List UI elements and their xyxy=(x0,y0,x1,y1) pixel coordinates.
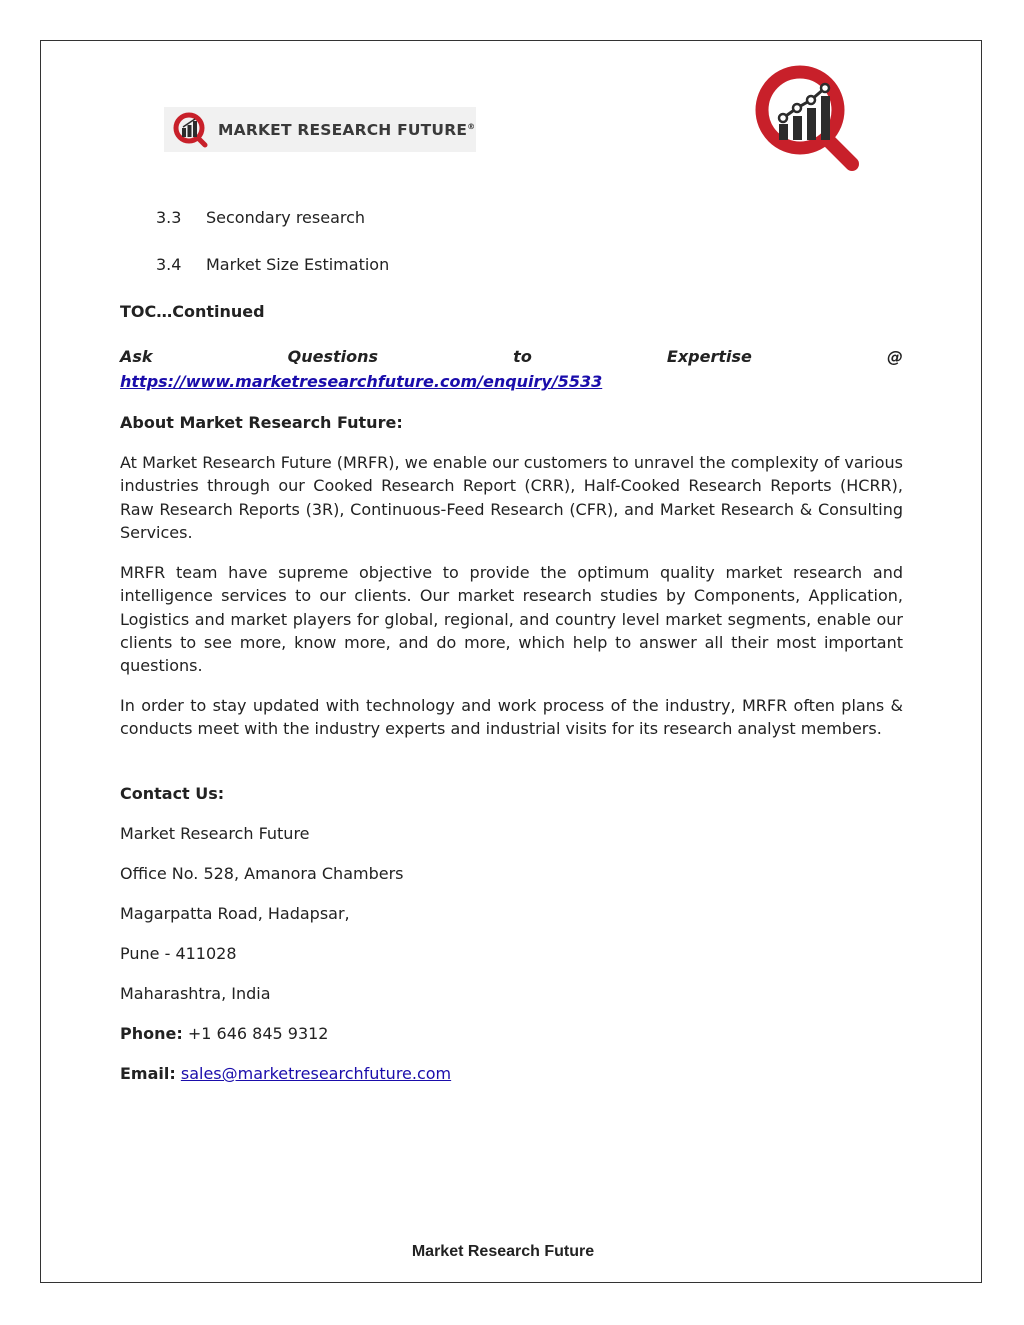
contact-line: Market Research Future xyxy=(120,824,310,843)
logo-text: MARKET RESEARCH FUTURE® xyxy=(218,120,476,139)
contact-email xyxy=(120,1062,903,1085)
ask-word: to xyxy=(513,347,532,366)
toc-item xyxy=(156,253,389,276)
about-paragraph: In order to stay updated with technology and work process of the industry, MRFR often plans & conducts meet with the industry experts and industrial visits for its research analyst members. xyxy=(120,696,903,739)
toc-continued: TOC…Continued xyxy=(120,302,265,321)
email-link[interactable]: sales@marketresearchfuture.com xyxy=(180,1064,452,1083)
toc-number: 3.3 xyxy=(156,208,182,227)
toc-label: Secondary research xyxy=(206,208,366,227)
ask-word: Questions xyxy=(287,347,379,366)
contact-phone xyxy=(120,1022,903,1045)
ask-word: @ xyxy=(886,347,903,366)
ask-word: Expertise xyxy=(666,347,752,366)
contact-heading: Contact Us: xyxy=(120,784,225,803)
about-paragraph: MRFR team have supreme objective to provide the optimum quality market research and intelligence services to our clients. Our market research studies by Components, Application, Logistics and market players for global, regional, and country level market segments, enable our clients to see more, know more, and do more, which help to answer all their most important questions. xyxy=(120,563,903,676)
toc-item xyxy=(156,206,365,229)
contact-line: Magarpatta Road, Hadapsar, xyxy=(120,904,350,923)
about-heading: About Market Research Future: xyxy=(120,413,403,432)
contact-line: Office No. 528, Amanora Chambers xyxy=(120,864,404,883)
ask-word: Ask xyxy=(120,347,153,366)
footer-text: Market Research Future xyxy=(411,1243,595,1260)
logo-banner xyxy=(164,107,476,152)
brand-logo-icon xyxy=(172,112,212,148)
ask-expertise-line xyxy=(120,347,903,366)
contact-line: Maharashtra, India xyxy=(120,984,271,1003)
toc-label: Market Size Estimation xyxy=(206,255,390,274)
phone-label: Phone: xyxy=(120,1024,183,1043)
brand-emblem-icon xyxy=(754,64,866,176)
contact-line: Pune - 411028 xyxy=(120,944,237,963)
page-footer xyxy=(0,1243,1024,1261)
enquiry-link[interactable]: https://www.marketresearchfuture.com/enquiry/5533 xyxy=(120,372,603,391)
toc-number: 3.4 xyxy=(156,255,182,274)
about-paragraph: At Market Research Future (MRFR), we enable our customers to unravel the complexity of various industries through our Cooked Research Report (CRR), Half-Cooked Research Reports (HCRR), Raw Research Reports (3R), Continuous-Feed Research (CFR), and Market Research & Consulting Services. xyxy=(120,453,903,542)
phone-number: +1 646 845 9312 xyxy=(187,1024,329,1043)
email-label: Email: xyxy=(120,1064,176,1083)
